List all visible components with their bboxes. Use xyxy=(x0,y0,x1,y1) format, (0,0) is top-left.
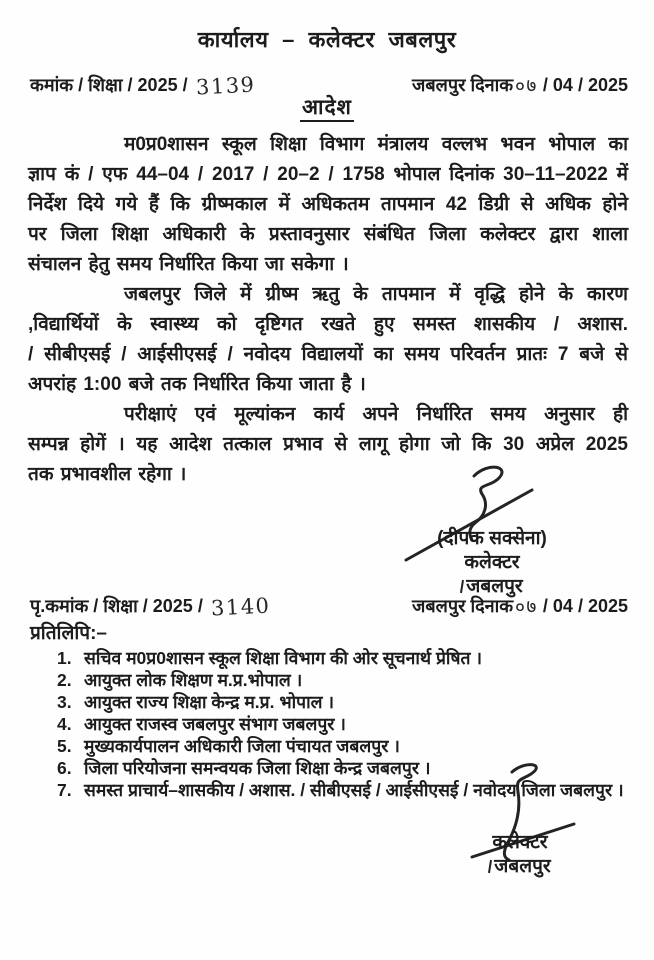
footer-signer-designation: कलेक्टर xyxy=(492,832,548,853)
endorsement-number xyxy=(30,593,271,621)
place-date xyxy=(412,71,628,97)
copy-item xyxy=(57,713,628,735)
copy-text: सचिव म0प्र0शासन स्कूल शिक्षा विभाग की ओर सूचनार्थ प्रेषित । xyxy=(84,648,483,668)
copy-text: आयुक्त लोक शिक्षण म.प्र.भोपाल । xyxy=(84,670,303,690)
handwritten-endorsement-date-day: ०७ xyxy=(514,595,539,619)
text-line: संचालन हेतु समय निर्धारित किया जा सकेगा । xyxy=(28,254,349,275)
copy-item xyxy=(57,779,628,801)
text-line: तक प्रभावशील रहेगा । xyxy=(28,464,187,485)
text-line: ज्ञाप कं / एफ 44–04 / 2017 / 20–2 / 1758 भोपाल दिनांक 30–11–2022 में xyxy=(28,164,628,185)
copy-item xyxy=(57,647,628,669)
copies-list xyxy=(30,647,628,801)
copy-text: आयुक्त राजस्व जबलपुर संभाग जबलपुर । xyxy=(84,714,346,734)
date-rest: / 04 / 2025 xyxy=(542,75,628,95)
footer-signature-block xyxy=(440,831,600,879)
text-line: परीक्षाएं एवं मूल्यांकन कार्य अपने निर्धारित समय अनुसार ही xyxy=(124,404,628,425)
place-date-label: जबलपुर दिनाक xyxy=(412,75,514,95)
endorsement-section xyxy=(30,592,628,801)
copy-number: 7. xyxy=(57,780,72,800)
endorsement-row xyxy=(30,592,628,621)
copy-item xyxy=(57,757,628,779)
handwritten-date-day: ०७ xyxy=(514,74,539,98)
text-line: अपरांह 1:00 बजे तक निर्धारित किया जाता है । xyxy=(28,374,366,395)
reference-number xyxy=(30,72,256,100)
copy-number: 3. xyxy=(57,692,72,712)
copy-number: 2. xyxy=(57,670,72,690)
signer-place: जबलपुर xyxy=(392,575,592,599)
handwritten-ref-number: 3139 xyxy=(195,72,256,100)
copy-number: 4. xyxy=(57,714,72,734)
copy-number: 6. xyxy=(57,758,72,778)
order-heading-text: आदेश xyxy=(300,96,354,122)
signer-name: (दीपक सक्सेना) xyxy=(437,528,547,549)
copies-label: प्रतिलिपि:– xyxy=(30,623,107,644)
copy-number: 5. xyxy=(57,736,72,756)
reference-label: कमांक / शिक्षा / 2025 / xyxy=(30,75,188,95)
handwritten-endorsement-number: 3140 xyxy=(210,593,271,621)
copy-number: 1. xyxy=(57,648,72,668)
endorsement-ref-label: पृ.कमांक / शिक्षा / 2025 / xyxy=(30,596,203,616)
copy-item xyxy=(57,691,628,713)
office-title: कार्यालय – कलेक्टर जबलपुर xyxy=(197,27,457,52)
copy-text: मुख्यकार्यपालन अधिकारी जिला पंचायत जबलपुर । xyxy=(84,736,400,756)
signature-block xyxy=(392,527,592,599)
paragraph-2 xyxy=(28,280,628,400)
copy-text: जिला परियोजना समन्वयक जिला शिक्षा केन्द्र जबलपुर । xyxy=(84,758,431,778)
order-body xyxy=(28,130,628,490)
pen-mark xyxy=(488,860,492,873)
order-heading xyxy=(0,93,654,121)
copy-text: समस्त प्राचार्य–शासकीय / अशास. / सीबीएसई / आईसीएसई / नवोदय जिला जबलपुर । xyxy=(84,780,624,800)
text-line: ,विद्यार्थियों के स्वास्थ्य को दृष्टिगत रखते हुए समस्त शासकीय / अशास. xyxy=(28,314,628,335)
paragraph-1 xyxy=(28,130,628,280)
endorsement-place-date xyxy=(412,592,628,618)
copy-item xyxy=(57,735,628,757)
text-line: पर जिला शिक्षा अधिकारी के प्रस्तावनुसार संबंधित जिला कलेक्टर द्वारा शाला xyxy=(28,224,628,245)
text-line: निर्देश दिये गये हैं कि ग्रीष्मकाल में अधिकतम तापमान 42 डिग्री से अधिक होने xyxy=(28,194,628,215)
paragraph-3 xyxy=(28,400,628,490)
text-line: सम्पन्न होगें । यह आदेश तत्काल प्रभाव से लागू होगा जो कि 30 अप्रेल 2025 xyxy=(28,434,628,455)
endorsement-place-date-label: जबलपुर दिनाक xyxy=(412,596,514,616)
signer-designation: कलेक्टर xyxy=(464,552,520,573)
text-line: / सीबीएसई / आईसीएसई / नवोदय विद्यालयों का समय परिवर्तन प्रातः 7 बजे से xyxy=(28,344,628,365)
copy-text: आयुक्त राज्य शिक्षा केन्द्र म.प्र. भोपाल । xyxy=(84,692,335,712)
footer-signer-place: जबलपुर xyxy=(440,855,600,879)
copy-item xyxy=(57,669,628,691)
text-line: म0प्र0शासन स्कूल शिक्षा विभाग मंत्रालय वल्लभ भवन भोपाल का xyxy=(124,134,628,155)
text-line: जबलपुर जिले में ग्रीष्म ऋतु के तापमान में वृद्धि होने के कारण xyxy=(124,284,628,305)
endorsement-date-rest: / 04 / 2025 xyxy=(542,596,628,616)
